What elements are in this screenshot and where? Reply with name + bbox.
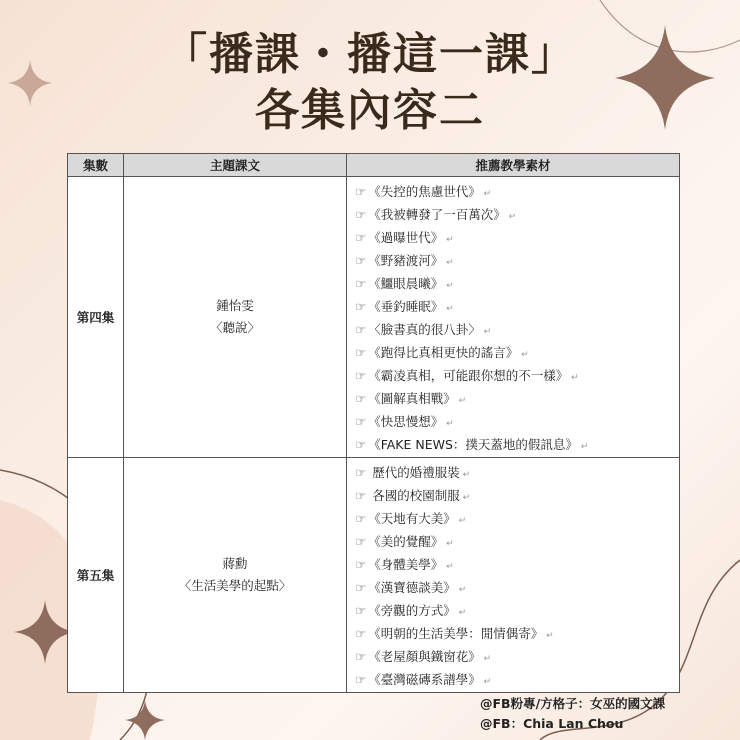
pointing-hand-icon: ☞ (355, 391, 367, 406)
material-label: 《失控的焦慮世代》 (368, 184, 481, 199)
material-item: ☞ 《明朝的生活美學：閒情偶寄》 ↵ (355, 626, 554, 641)
pointing-hand-icon: ☞ (355, 437, 367, 452)
material-item: ☞ 《漢寶德談美》 ↵ (355, 580, 467, 595)
material-label: 《FAKE NEWS：撲天蓋地的假訊息》 (368, 437, 578, 452)
materials-cell (347, 458, 680, 693)
material-label: 《霸凌真相，可能跟你想的不一樣》 (368, 368, 569, 383)
material-label: 《跑得比真相更快的謠言》 (368, 345, 519, 360)
material-item: ☞ 《老屋顏與鐵窗花》 ↵ (355, 649, 492, 664)
material-item: ☞ 《臺灣磁磚系譜學》 ↵ (355, 672, 492, 687)
header-episode: 集數 (68, 154, 124, 177)
author: 鍾怡雯 (216, 298, 254, 313)
page-title: 「播課・播這一課」 (163, 29, 577, 80)
material-item: ☞ 〈臉書真的很八卦〉 ↵ (355, 322, 492, 337)
material-label: 《鱷眼晨曦》 (368, 276, 444, 291)
episode-cell: 第四集 (68, 177, 124, 458)
author: 蔣勳 (222, 556, 248, 571)
credit-line: @FB粉專/方格子：女巫的國文課 (480, 696, 666, 711)
material-label: 《野豬渡河》 (368, 253, 444, 268)
credit-line: @FB：Chia Lan Chou (480, 716, 624, 731)
material-item: ☞ 《天地有大美》 ↵ (355, 511, 467, 526)
topic-cell (124, 458, 347, 693)
work-title: 〈聽說〉 (209, 320, 260, 335)
star-icon (125, 700, 165, 740)
material-label: 《身體美學》 (368, 557, 444, 572)
pointing-hand-icon: ☞ (355, 534, 367, 549)
topic-cell (124, 177, 347, 458)
material-label: 《旁觀的方式》 (368, 603, 456, 618)
material-label: 《明朝的生活美學：閒情偶寄》 (368, 626, 544, 641)
header-materials: 推薦教學素材 (347, 154, 680, 177)
material-item: ☞ 《野豬渡河》 ↵ (355, 253, 454, 268)
pointing-hand-icon: ☞ (355, 253, 367, 268)
pointing-hand-icon: ☞ (355, 603, 367, 618)
material-item: ☞ 各國的校園制服 ↵ (355, 488, 471, 503)
pointing-hand-icon: ☞ (355, 580, 367, 595)
material-label: 《垂釣睡眠》 (368, 299, 444, 314)
pointing-hand-icon: ☞ (355, 322, 367, 337)
pointing-hand-icon: ☞ (355, 511, 367, 526)
material-item: ☞ 《美的覺醒》 ↵ (355, 534, 454, 549)
material-item: ☞ 《我被轉發了一百萬次》 ↵ (355, 207, 517, 222)
episode-cell: 第五集 (68, 458, 124, 693)
material-item: ☞ 《過曝世代》 ↵ (355, 230, 454, 245)
table-row (68, 458, 680, 693)
material-item: ☞ 歷代的婚禮服裝 ↵ (355, 465, 471, 480)
material-item: ☞ 《身體美學》 ↵ (355, 557, 454, 572)
materials-cell (347, 177, 680, 458)
material-label: 《過曝世代》 (368, 230, 444, 245)
material-item: ☞ 《圖解真相戰》 ↵ (355, 391, 467, 406)
material-item: ☞ 《失控的焦慮世代》 ↵ (355, 184, 492, 199)
header-topic: 主題課文 (124, 154, 347, 177)
pointing-hand-icon: ☞ (355, 557, 367, 572)
material-label: 《天地有大美》 (368, 511, 456, 526)
pointing-hand-icon: ☞ (355, 230, 367, 245)
material-label: 《快思慢想》 (368, 414, 444, 429)
credits (480, 694, 665, 734)
table-row (68, 177, 680, 458)
pointing-hand-icon: ☞ (355, 184, 367, 199)
material-label: 《我被轉發了一百萬次》 (368, 207, 506, 222)
work-title: 〈生活美學的起點〉 (178, 578, 292, 593)
material-label: 《圖解真相戰》 (368, 391, 456, 406)
material-label: 《美的覺醒》 (368, 534, 444, 549)
pointing-hand-icon: ☞ (355, 488, 367, 503)
material-item: ☞ 《垂釣睡眠》 ↵ (355, 299, 454, 314)
pointing-hand-icon: ☞ (355, 626, 367, 641)
material-item: ☞ 《旁觀的方式》 ↵ (355, 603, 467, 618)
material-label: 《臺灣磁磚系譜學》 (368, 672, 481, 687)
pointing-hand-icon: ☞ (355, 368, 367, 383)
pointing-hand-icon: ☞ (355, 299, 367, 314)
pointing-hand-icon: ☞ (355, 672, 367, 687)
material-item: ☞ 《跑得比真相更快的謠言》 ↵ (355, 345, 529, 360)
material-item: ☞ 《鱷眼晨曦》 ↵ (355, 276, 454, 291)
material-label: 《老屋顏與鐵窗花》 (368, 649, 481, 664)
material-label: 各國的校園制服 (368, 488, 460, 503)
material-item: ☞ 《FAKE NEWS：撲天蓋地的假訊息》 ↵ (355, 437, 589, 452)
material-label: 《漢寶德談美》 (368, 580, 456, 595)
pointing-hand-icon: ☞ (355, 345, 367, 360)
pointing-hand-icon: ☞ (355, 465, 367, 480)
material-item: ☞ 《快思慢想》 ↵ (355, 414, 454, 429)
pointing-hand-icon: ☞ (355, 207, 367, 222)
material-item: ☞ 《霸凌真相，可能跟你想的不一樣》 ↵ (355, 368, 579, 383)
material-label: 〈臉書真的很八卦〉 (368, 322, 481, 337)
page-subtitle: 各集內容二 (255, 85, 485, 136)
episode-table (67, 153, 680, 693)
pointing-hand-icon: ☞ (355, 414, 367, 429)
pointing-hand-icon: ☞ (355, 649, 367, 664)
material-label: 歷代的婚禮服裝 (368, 465, 460, 480)
pointing-hand-icon: ☞ (355, 276, 367, 291)
